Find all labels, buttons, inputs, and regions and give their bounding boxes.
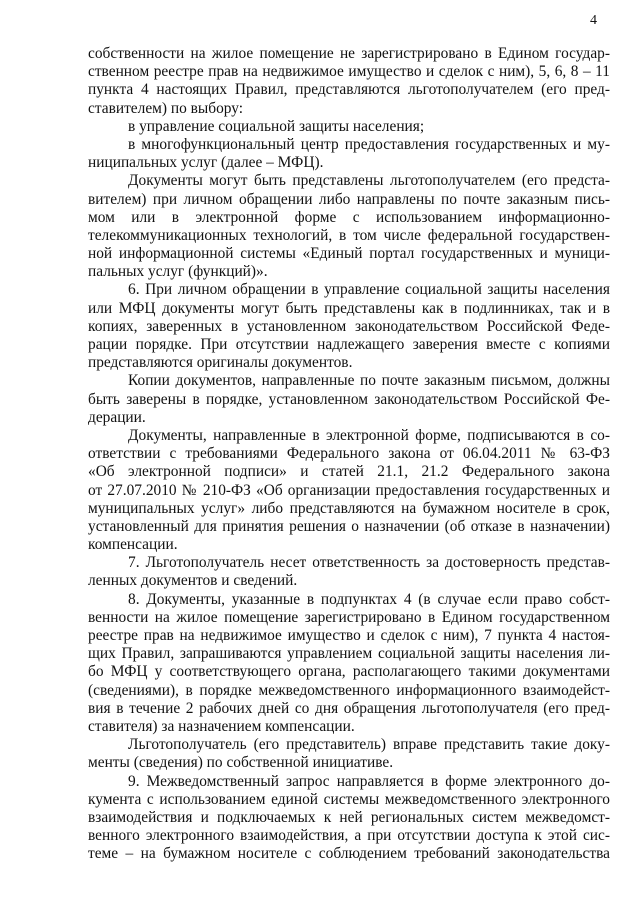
paragraph-line: пункта 4 настоящих Правил, представляются льготополучателем (его пред- [88, 81, 610, 99]
paragraph-line: в многофункциональный центр предоставления государственных и му- [128, 135, 610, 153]
paragraph [88, 591, 610, 737]
paragraph-line: ответствии с требованиями Федерального закона от 06.04.2011 № 63-ФЗ [88, 445, 610, 463]
paragraph-line: менты (сведения) по собственной инициативе. [88, 754, 394, 772]
paragraph-line: вия в течение 2 рабочих дней со дня обращения льготополучателя (его пред- [88, 699, 610, 717]
paragraph-line: представляются оригиналы документов. [88, 354, 353, 372]
paragraph-line: ственном реестре прав на недвижимое имущество и сделок с ним), 5, 6, 8 – 11 [88, 63, 610, 81]
paragraph-line: 7. Льготополучатель несет ответственность за достоверность представ- [128, 554, 610, 572]
paragraph-line: венности на жилое помещение зарегистрировано в Едином государственном [88, 608, 610, 626]
paragraph-line: ной информационной системы «Единый портал государственных и муници- [88, 245, 610, 263]
paragraph-line: венного электронного взаимодействия, а при отсутствии доступа к этой сис- [88, 827, 610, 845]
paragraph [88, 372, 610, 427]
paragraph-line: теме – на бумажном носителе с соблюдением требований законодательства [88, 845, 610, 863]
paragraph [88, 118, 610, 136]
paragraph-line: ставителем) по выбору: [88, 99, 244, 117]
paragraph-line: бо МФЦ у соответствующего органа, располагающего такими документами [88, 663, 610, 681]
paragraph-line: кумента с использованием единой системы межведомственного электронного [88, 790, 610, 808]
paragraph-line: ниципальных услуг (далее – МФЦ). [88, 154, 324, 172]
paragraph [88, 427, 610, 554]
paragraph-line: быть заверены в порядке, установленном законодательством Российской Фе- [88, 390, 610, 408]
paragraph-line: ставителя) за назначением компенсации. [88, 717, 355, 735]
paragraph-line: 8. Документы, указанные в подпунктах 4 (в случае если право собст- [128, 590, 610, 608]
paragraph-line: ленных документов и сведений. [88, 572, 298, 590]
paragraph-line: Льготополучатель (его представитель) вправе представить такие доку- [128, 736, 610, 754]
paragraph-line: (сведениями), в порядке межведомственного информационного взаимодейст- [88, 681, 610, 699]
paragraph-line: мом или в электронной форме с использованием информационно- [88, 208, 610, 226]
paragraph-line: взаимодействия и подключаемых к ней региональных систем межведомст- [88, 808, 610, 826]
paragraph [88, 554, 610, 590]
paragraph-line: установленный для принятия решения о назначении (об отказе в назначении) [88, 517, 610, 535]
paragraph [88, 281, 610, 372]
paragraph-line: 9. Межведомственный запрос направляется в форме электронного до- [128, 772, 610, 790]
paragraph [88, 172, 610, 281]
paragraph-line: щих Правил, запрашиваются управлением социальной защиты населения ли- [88, 645, 610, 663]
paragraph-line: муниципальных услуг» либо представляются на бумажном носителе в срок, [88, 499, 610, 517]
paragraph [88, 136, 610, 172]
paragraph [88, 736, 610, 772]
page-number: 4 [590, 13, 597, 28]
paragraph [88, 773, 610, 864]
paragraph-line: телекоммуникационных технологий, в том числе федеральной государствен- [88, 226, 610, 244]
paragraph-line: Документы, направленные в электронной форме, подписываются в со- [128, 426, 610, 444]
paragraph-line: Копии документов, направленные по почте заказным письмом, должны [128, 372, 610, 390]
paragraph-line: от 27.07.2010 № 210-ФЗ «Об организации предоставления государственных и [88, 481, 610, 499]
paragraph-line: или МФЦ документы могут быть представлены как в подлинниках, так и в [88, 299, 610, 317]
paragraph-line: копиях, заверенных в установленном законодательством Российской Феде- [88, 317, 610, 335]
paragraph-line: 6. При личном обращении в управление социальной защиты населения [128, 281, 610, 299]
paragraph-line: рации порядке. При отсутствии надлежащего заверения вместе с копиями [88, 336, 610, 353]
paragraph-line: собственности на жилое помещение не зарегистрировано в Едином государ- [88, 45, 610, 62]
document-body [88, 45, 610, 863]
paragraph-line: «Об электронной подписи» и статей 21.1, 21.2 Федерального закона [88, 463, 610, 481]
paragraph-line: пальных услуг (функций)». [88, 263, 268, 281]
paragraph-line: в управление социальной защиты населения; [128, 117, 425, 135]
paragraph-line: вителем) при личном обращении либо направлены по почте заказным пись- [88, 190, 610, 208]
paragraph [88, 45, 610, 118]
paragraph-line: компенсации. [88, 536, 178, 554]
paragraph-line: реестре прав на недвижимое имущество и сделок с ним), 7 пункта 4 настоя- [88, 627, 610, 644]
paragraph-line: дерации. [88, 408, 146, 426]
paragraph-line: Документы могут быть представлены льготополучателем (его предста- [128, 172, 610, 190]
